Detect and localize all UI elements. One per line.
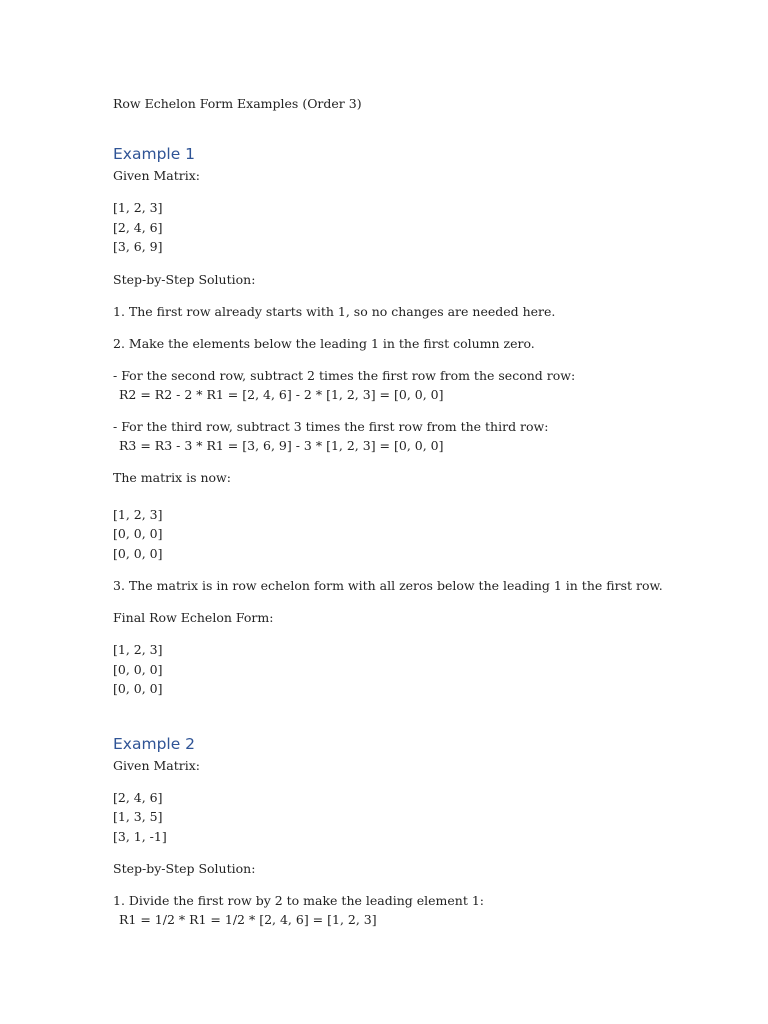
example-1-now-label: The matrix is now: [113, 469, 231, 485]
matrix-row: [0, 0, 0] [113, 526, 163, 541]
document-page [113, 94, 733, 942]
matrix-row: [1, 2, 3] [113, 642, 163, 657]
example-2-given-label: Given Matrix: [113, 757, 200, 773]
example-1-step-1: 1. The first row already starts with 1, so no changes are needed here. [113, 303, 556, 319]
step-equation: R1 = 1/2 * R1 = 1/2 * [2, 4, 6] = [1, 2, 3] [119, 912, 377, 927]
example-1-step-2: 2. Make the elements below the leading 1 in the first column zero. [113, 335, 535, 351]
example-1-heading: Example 1 [113, 145, 196, 163]
substep-text: - For the second row, subtract 2 times the first row from the second row: [113, 367, 576, 383]
matrix-row: [0, 0, 0] [113, 545, 163, 561]
example-1-substep-b [113, 417, 733, 455]
matrix-row: [1, 2, 3] [113, 506, 163, 522]
document-title: Row Echelon Form Examples (Order 3) [113, 96, 362, 111]
example-1-final-matrix [113, 640, 733, 699]
matrix-row: [3, 6, 9] [113, 239, 163, 254]
example-1-now-matrix [113, 505, 733, 564]
substep-equation: R2 = R2 - 2 * R1 = [2, 4, 6] - 2 * [1, 2, 3] = [0, 0, 0] [119, 386, 444, 402]
matrix-row: [0, 0, 0] [113, 661, 163, 677]
matrix-row: [1, 3, 5] [113, 809, 163, 824]
substep-equation: R3 = R3 - 3 * R1 = [3, 6, 9] - 3 * [1, 2, 3] = [0, 0, 0] [119, 437, 444, 453]
example-2-given-matrix [113, 788, 733, 847]
example-1-given-label: Given Matrix: [113, 168, 200, 183]
example-2-section [113, 734, 733, 930]
example-1-section [113, 144, 733, 699]
example-1-substep-a [113, 366, 733, 404]
example-2-heading: Example 2 [113, 734, 196, 753]
example-1-step-3: 3. The matrix is in row echelon form with all zeros below the leading 1 in the first row. [113, 578, 663, 593]
matrix-row: [2, 4, 6] [113, 789, 163, 805]
substep-text: - For the third row, subtract 3 times the first row from the third row: [113, 418, 549, 434]
example-1-solution-label: Step-by-Step Solution: [113, 271, 256, 287]
matrix-row: [0, 0, 0] [113, 681, 163, 696]
matrix-row: [3, 1, -1] [113, 828, 167, 844]
matrix-row: [2, 4, 6] [113, 219, 163, 235]
example-2-solution-label: Step-by-Step Solution: [113, 861, 256, 876]
matrix-row: [1, 2, 3] [113, 200, 163, 215]
example-1-final-label: Final Row Echelon Form: [113, 610, 274, 625]
example-1-given-matrix [113, 198, 733, 257]
example-2-step-1 [113, 891, 733, 929]
step-text: 1. Divide the first row by 2 to make the leading element 1: [113, 893, 485, 908]
